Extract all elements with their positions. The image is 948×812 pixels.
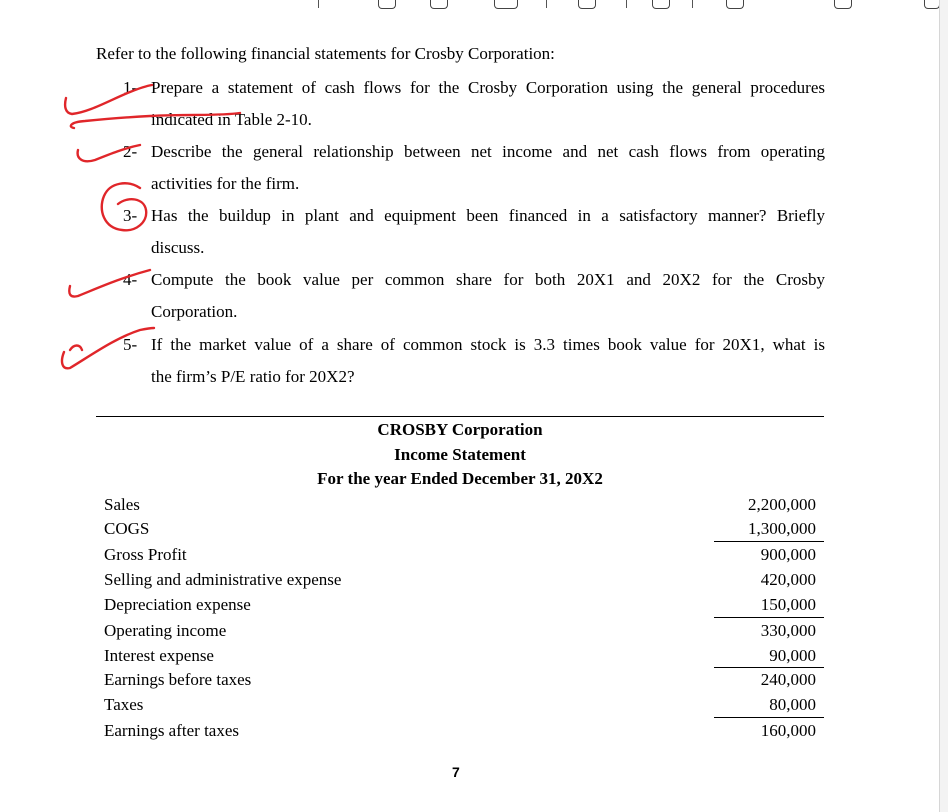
question-text: Compute the book value per common share for both 20X1 and 20X2 for the Crosby: [151, 270, 825, 289]
question-number: 5-: [123, 335, 138, 354]
statement-top-rule: [96, 416, 824, 417]
statement-row-operating-income: [104, 621, 816, 645]
row-label: Operating income: [104, 621, 227, 640]
subtotal-rule: [714, 541, 824, 542]
question-text: If the market value of a share of common stock is 3.3 times book value for 20X1, what is: [151, 335, 825, 354]
statement-company: CROSBY Corporation: [377, 420, 543, 439]
row-value: 90,000: [769, 646, 816, 665]
row-label: Earnings before taxes: [104, 670, 252, 689]
statement-title: Income Statement: [394, 445, 526, 464]
statement-row-cogs: [104, 519, 816, 543]
row-value: 330,000: [760, 621, 816, 640]
pen-tool-icon[interactable]: [378, 0, 396, 9]
more-tools-icon[interactable]: [924, 0, 940, 9]
subtotal-rule: [714, 717, 824, 718]
row-label: Interest expense: [104, 646, 214, 665]
pointer-tool-icon[interactable]: [834, 0, 852, 9]
question-number: 4-: [123, 270, 138, 289]
row-value: 420,000: [760, 570, 816, 589]
intro-text: Refer to the following financial statements for Crosby Corporation:: [96, 44, 555, 63]
subtotal-rule: [714, 667, 824, 668]
question-text-continued: indicated in Table 2-10.: [151, 110, 312, 129]
toolbar-divider: [318, 0, 319, 8]
page-scroll-edge[interactable]: [939, 0, 948, 812]
row-value: 1,300,000: [748, 519, 816, 538]
statement-row-interest: [104, 646, 816, 670]
toolbar-divider: [626, 0, 627, 8]
row-value: 150,000: [760, 595, 816, 614]
question-number: 1-: [123, 78, 138, 97]
highlighter-tool-icon[interactable]: [430, 0, 448, 9]
row-value: 80,000: [769, 695, 816, 714]
statement-row-ebt: [104, 670, 816, 694]
row-label: Depreciation expense: [104, 595, 251, 614]
text-tool-icon[interactable]: [494, 0, 518, 9]
lasso-tool-icon[interactable]: [726, 0, 744, 9]
row-label: Taxes: [104, 695, 144, 714]
statement-row-depreciation: [104, 595, 816, 619]
page-number: 7: [452, 764, 460, 780]
row-value: 240,000: [760, 670, 816, 689]
question-text-continued: discuss.: [151, 238, 205, 257]
statement-row-taxes: [104, 695, 816, 719]
statement-row-gross-profit: [104, 545, 816, 569]
toolbar-divider: [692, 0, 693, 8]
row-value: 900,000: [760, 545, 816, 564]
statement-row-eat: [104, 721, 816, 745]
eraser-tool-icon[interactable]: [578, 0, 596, 9]
question-text: Describe the general relationship between net income and net cash flows from operating: [151, 142, 825, 161]
question-text: Has the buildup in plant and equipment been financed in a satisfactory manner? Briefly: [151, 206, 825, 225]
row-value: 160,000: [760, 721, 816, 740]
toolbar-strip: [0, 0, 948, 24]
question-text-continued: Corporation.: [151, 302, 238, 321]
row-label: Gross Profit: [104, 545, 187, 564]
question-number: 3-: [123, 206, 138, 225]
row-label: Sales: [104, 495, 140, 514]
row-label: COGS: [104, 519, 150, 538]
question-text: Prepare a statement of cash flows for the Crosby Corporation using the general procedures: [151, 78, 825, 97]
shape-tool-icon[interactable]: [652, 0, 670, 9]
question-number: 2-: [123, 142, 138, 161]
row-value: 2,200,000: [748, 495, 816, 514]
statement-row-sales: [104, 495, 816, 519]
row-label: Selling and administrative expense: [104, 570, 342, 589]
subtotal-rule: [714, 617, 824, 618]
question-text-continued: activities for the firm.: [151, 174, 300, 193]
toolbar-divider: [546, 0, 547, 8]
statement-row-sga: [104, 570, 816, 594]
row-label: Earnings after taxes: [104, 721, 239, 740]
question-text-continued: the firm’s P/E ratio for 20X2?: [151, 367, 355, 386]
statement-period: For the year Ended December 31, 20X2: [317, 469, 603, 488]
